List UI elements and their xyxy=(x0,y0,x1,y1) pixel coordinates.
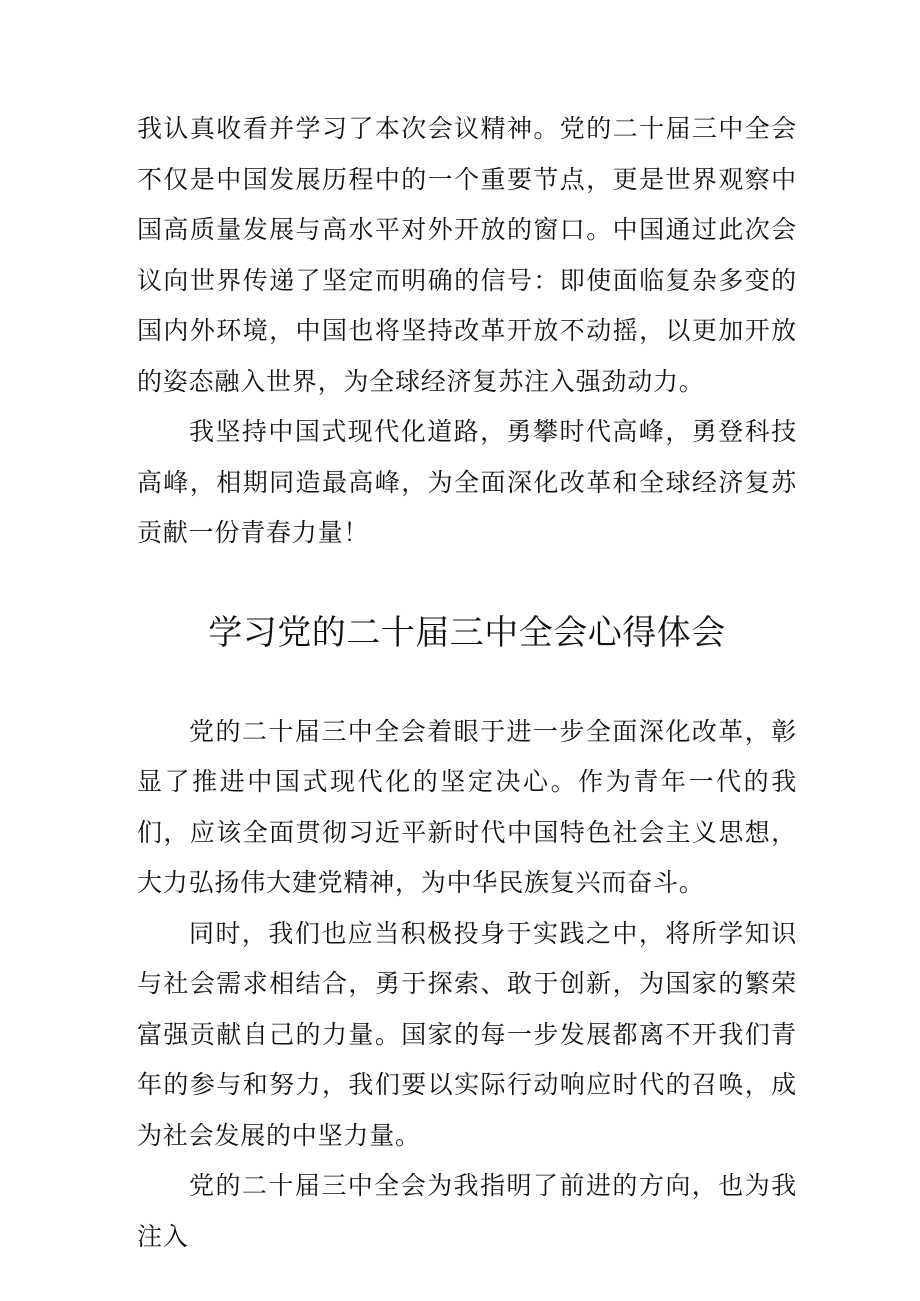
document-body xyxy=(137,104,797,1262)
section-title: 学习党的二十届三中全会心得体会 xyxy=(208,612,726,653)
paragraph-4: 同时，我们也应当积极投身于实践之中，将所学知识与社会需求相结合，勇于探索、敢于创新，为国家的繁荣富强贡献自己的力量。国家的每一步发展都离不开我们青年的参与和努力，我们要以实际行动响应时代的召唤，成为社会发展的中坚力量。 xyxy=(137,918,797,1150)
paragraph-1: 我认真收看并学习了本次会议精神。党的二十届三中全会不仅是中国发展历程中的一个重要节点，更是世界观察中国高质量发展与高水平对外开放的窗口。中国通过此次会议向世界传递了坚定而明确的信号：即使面临复杂多变的国内外环境，中国也将坚持改革开放不动摇，以更加开放的姿态融入世界，为全球经济复苏注入强劲动力。 xyxy=(137,114,797,396)
paragraph-3: 党的二十届三中全会着眼于进一步全面深化改革，彰显了推进中国式现代化的坚定决心。作为青年一代的我们，应该全面贯彻习近平新时代中国特色社会主义思想，大力弘扬伟大建党精神，为中华民族复兴而奋斗。 xyxy=(137,716,797,897)
paragraph-2: 我坚持中国式现代化道路，勇攀时代高峰，勇登科技高峰，相期同造最高峰，为全面深化改革和全球经济复苏贡献一份青春力量！ xyxy=(137,417,797,547)
paragraph-5: 党的二十届三中全会为我指明了前进的方向，也为我注入 xyxy=(137,1171,797,1251)
